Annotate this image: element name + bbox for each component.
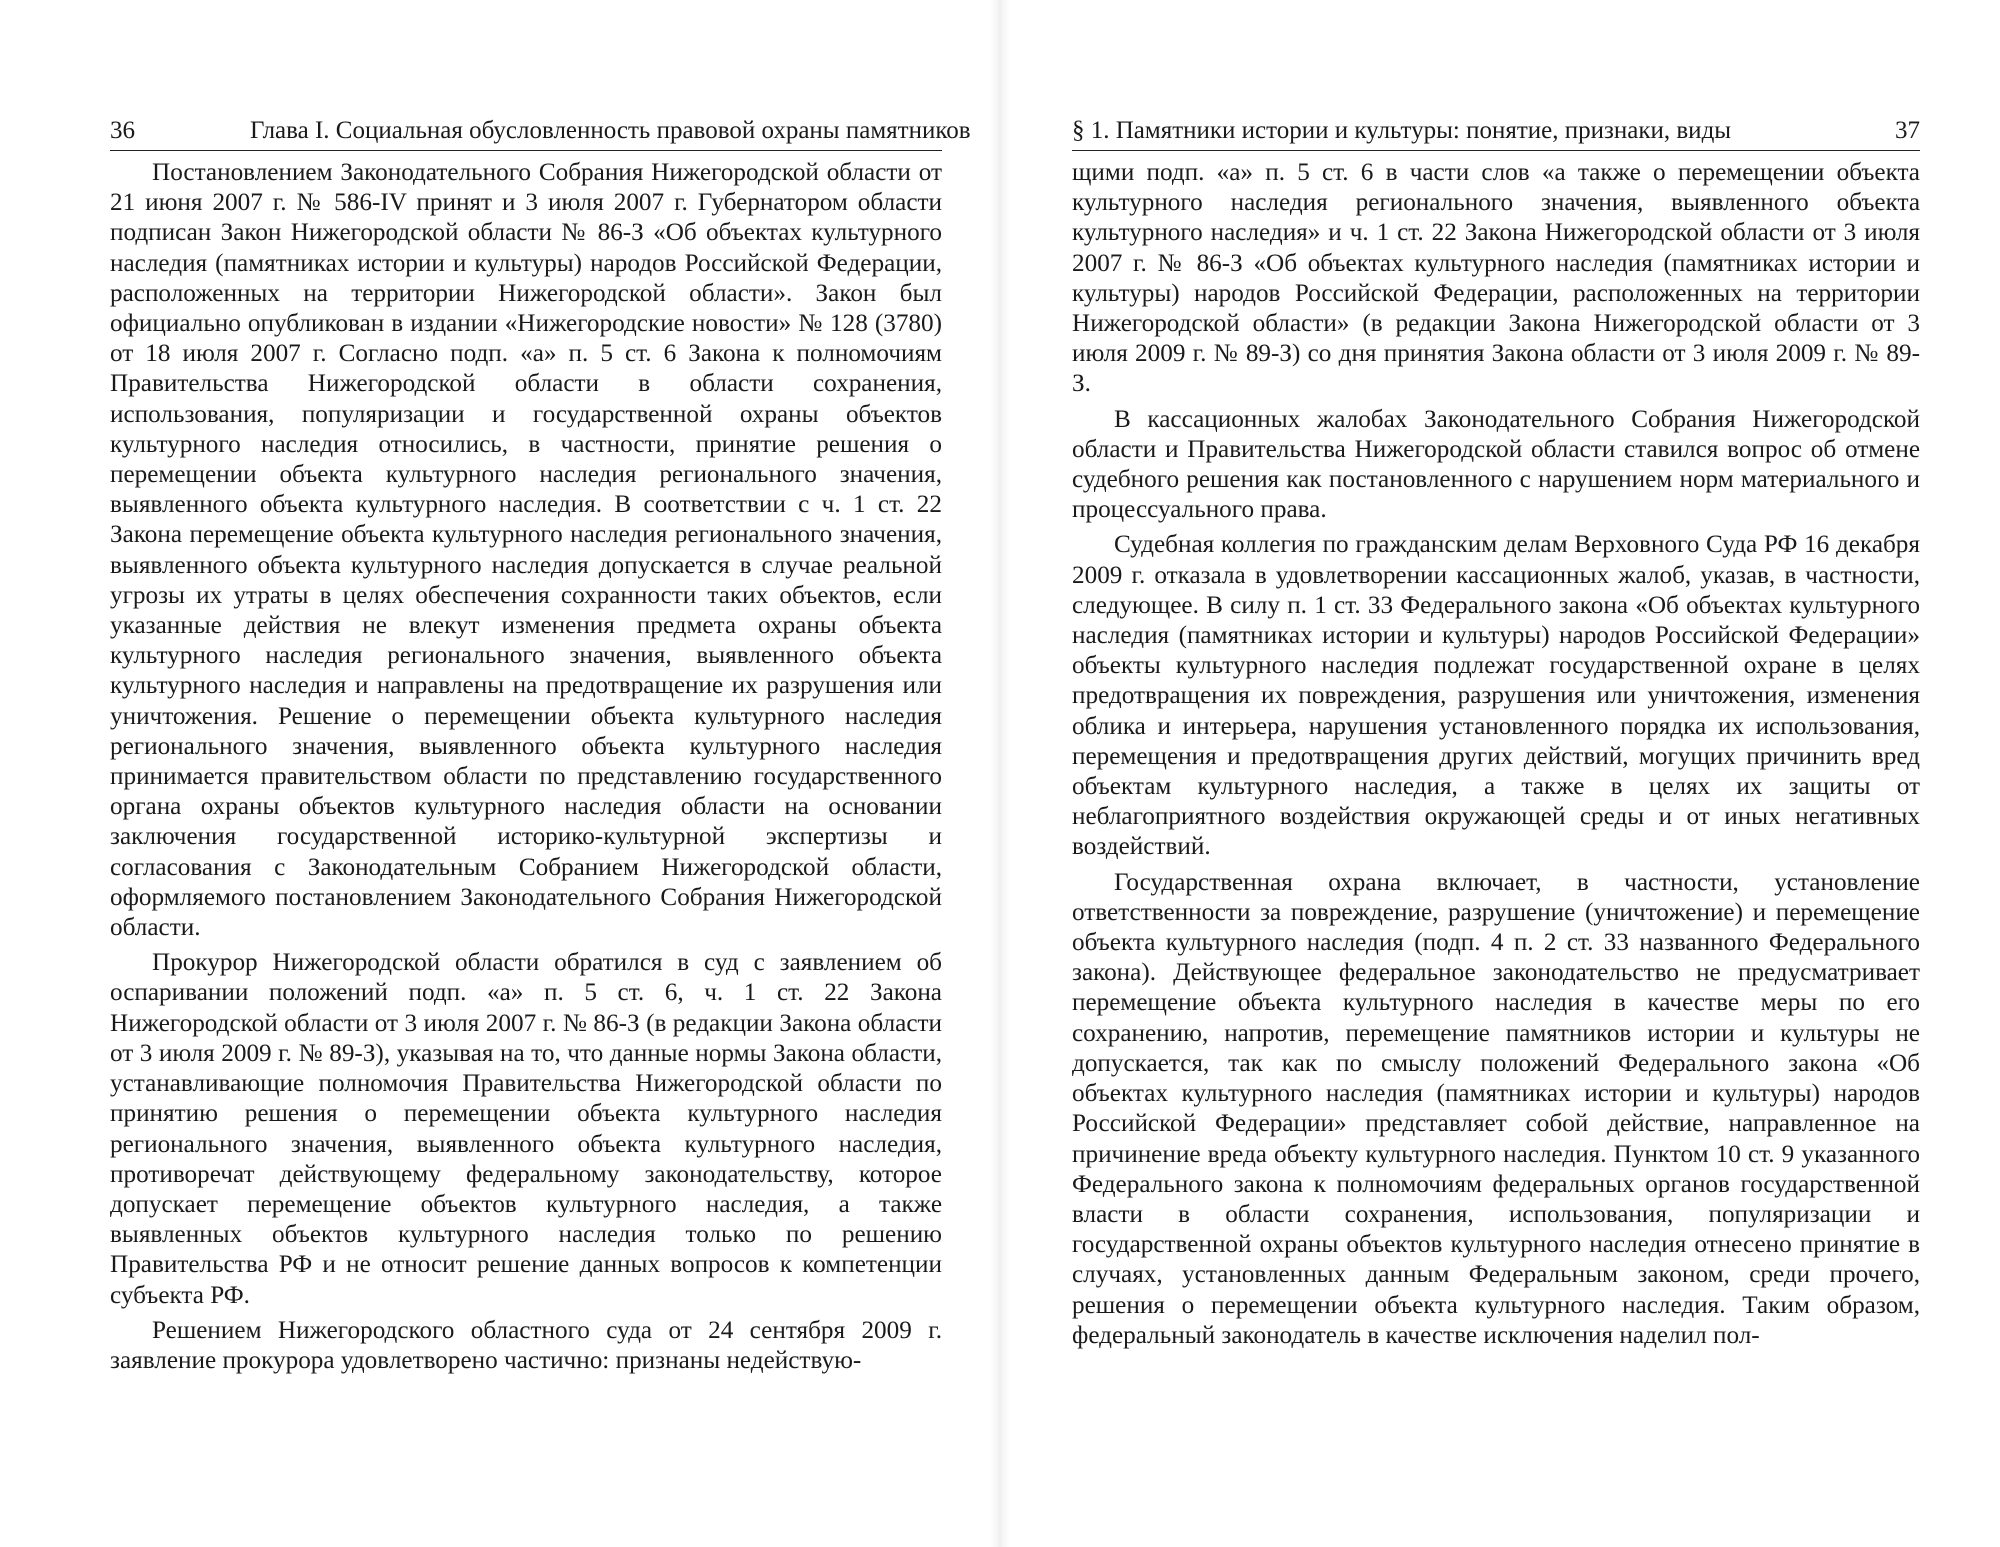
right-page-number: 37 <box>1895 117 1920 144</box>
right-page <box>1000 0 2000 1547</box>
paragraph: Государственная охрана включает, в частности, установление ответственности за повреждение, разрушение (уничтожение) и перемещение объекта культурного наследия (подп. 4 п. 2 ст. 33 названного Федерального закона). Действующее федеральное законодательство не предусматривает перемещение объекта культурного наследия в качестве меры по его сохранению, напротив, перемещение памятников истории и культуры не допускается, так как по смыслу положений Федерального закона «Об объектах культурного наследия (памятниках истории и культуры) народов Российской Федерации» представляет собой действие, направленное на причинение вреда объекту культурного наследия. Пунктом 10 ст. 9 указанного Федерального закона к полномочиям федеральных органов государственной власти в области сохранения, использования, популяризации и государственной охраны объектов культурного наследия отнесено принятие в случаях, установленных данным Федеральным законом, среди прочего, решения о перемещении объекта культурного наследия. Таким образом, федеральный законодатель в качестве исключения наделил пол- <box>1072 868 1920 1349</box>
paragraph: В кассационных жалобах Законодательного Собрания Нижегородской области и Правительства Нижегородской области ставился вопрос об отмене судебного решения как постановленного с нарушением норм материального и процессуального права. <box>1072 405 1920 524</box>
left-page-text <box>110 158 942 1381</box>
paragraph: Решением Нижегородского областного суда от 24 сентября 2009 г. заявление прокурора удовлетворено частично: признаны недействую- <box>110 1316 942 1374</box>
right-page-text <box>1072 158 1920 1356</box>
left-page-number: 36 <box>110 117 135 144</box>
right-running-title: § 1. Памятники истории и культуры: понятие, признаки, виды <box>1072 117 1732 144</box>
paragraph: Судебная коллегия по гражданским делам Верховного Суда РФ 16 декабря 2009 г. отказала в удовлетворении кассационных жалоб, указав, в частности, следующее. В силу п. 1 ст. 33 Федерального закона «Об объектах культурного наследия (памятниках истории и культуры) народов Российской Федерации» объекты культурного наследия подлежат государственной охране в целях предотвращения их повреждения, разрушения или уничтожения, изменения облика и интерьера, нарушения установленного порядка их использования, перемещения и предотвращения других действий, могущих причинить вред объектам культурного наследия, а также в целях их защиты от неблагоприятного воздействия окружающей среды и от иных негативных воздействий. <box>1072 531 1920 861</box>
left-running-title: Глава I. Социальная обусловленность правовой охраны памятников <box>250 117 971 144</box>
left-running-head <box>110 112 971 151</box>
paragraph: Постановлением Законодательного Собрания Нижегородской области от 21 июня 2007 г. № 586-IV принят и 3 июля 2007 г. Губернатором области подписан Закон Нижегородской области № 86-З «Об объектах культурного наследия (памятниках истории и культуры) народов Российской Федерации, расположенных на территории Нижегородской области». Закон был официально опубликован в издании «Нижегородские новости» № 128 (3780) от 18 июля 2007 г. Согласно подп. «а» п. 5 ст. 6 Закона к полномочиям Правительства Нижегородской области в области сохранения, использования, популяризации и государственной охраны объектов культурного наследия относились, в частности, принятие решения о перемещении объекта культурного наследия регионального значения, выявленного объекта культурного наследия. В соответствии с ч. 1 ст. 22 Закона перемещение объекта культурного наследия регионального значения, выявленного объекта культурного наследия допускается в случае реальной угрозы их утраты в целях обеспечения сохранности таких объектов, если указанные действия не влекут изменения предмета охраны объекта культурного наследия регионального значения, выявленного объекта культурного наследия и направлены на предотвращение их разрушения или уничтожения. Решение о перемещении объекта культурного наследия регионального значения, выявленного объекта культурного наследия принимается правительством области по представлению государственного органа охраны объектов культурного наследия области на основании заключения государственной историко-культурной экспертизы и согласования с Законодательным Собранием Нижегородской области, оформляемого постановлением Законодательного Собрания Нижегородской области. <box>110 159 942 942</box>
paragraph: Прокурор Нижегородской области обратился в суд с заявлением об оспаривании положений подп. «а» п. 5 ст. 6, ч. 1 ст. 22 Закона Нижегородской области от 3 июля 2007 г. № 86-З (в редакции Закона области от 3 июля 2009 г. № 89-З), указывая на то, что данные нормы Закона области, устанавливающие полномочия Правительства Нижегородской области по принятию решения о перемещении объекта культурного наследия регионального значения, выявленного объекта культурного наследия, противоречат действующему федеральному законодательству, которое допускает перемещение объектов культурного наследия, а также выявленных объектов культурного наследия только по решению Правительства РФ и не относит решение данных вопросов к компетенции субъекта РФ. <box>110 949 942 1309</box>
paragraph-continuation: щими подп. «а» п. 5 ст. 6 в части слов «а также о перемещении объекта культурного наследия регионального значения, выявленного объекта культурного наследия» и ч. 1 ст. 22 Закона Нижегородской области от 3 июля 2007 г. № 86-З «Об объектах культурного наследия (памятниках истории и культуры) народов Российской Федерации, расположенных на территории Нижегородской области» (в редакции Закона Нижегородской области от 3 июля 2009 г. № 89-З) со дня принятия Закона области от 3 июля 2009 г. № 89-З. <box>1072 159 1920 398</box>
right-running-head <box>1072 112 1920 151</box>
